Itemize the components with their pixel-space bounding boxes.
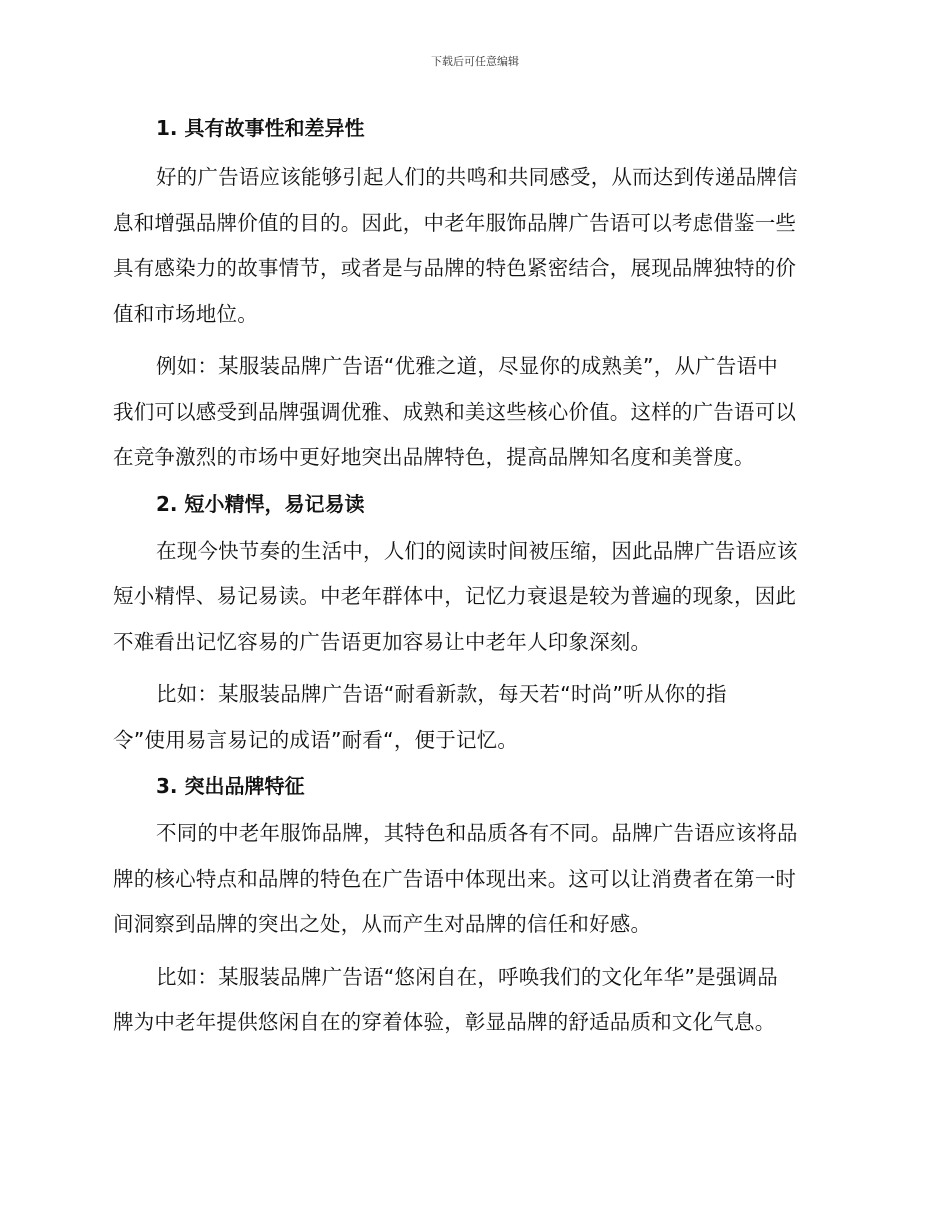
document-body bbox=[113, 112, 833, 1046]
text-line: 间洞察到品牌的突出之处，从而产生对品牌的信任和好感。 bbox=[113, 912, 652, 936]
section-heading-3: 3. 突出品牌特征 bbox=[156, 774, 305, 798]
text-line: 息和增强品牌价值的目的。因此，中老年服饰品牌广告语可以考虑借鉴一些 bbox=[113, 210, 797, 235]
section-3-paragraph-2 bbox=[113, 955, 833, 1046]
section-heading-1: 1. 具有故事性和差异性 bbox=[156, 116, 365, 140]
text-line: 值和市场地位。 bbox=[113, 301, 258, 326]
text-line: 不难看出记忆容易的广告语更加容易让中老年人印象深刻。 bbox=[113, 629, 652, 654]
text-line: 例如：某服装品牌广告语“优雅之道，尽显你的成熟美”，从广告语中 bbox=[156, 354, 778, 378]
text-line: 牌为中老年提供悠闲自在的穿着体验，彰显品牌的舒适品质和文化气息。 bbox=[113, 1010, 776, 1034]
text-line: 我们可以感受到品牌强调优雅、成熟和美这些核心价值。这样的广告语可以 bbox=[113, 399, 797, 424]
text-line: 令”使用易言易记的成语”耐看“，便于记忆。 bbox=[113, 727, 519, 752]
section-1-paragraph-2 bbox=[113, 344, 833, 481]
section-heading-2: 2. 短小精悍，易记易读 bbox=[156, 491, 365, 516]
text-line: 在竞争激烈的市场中更好地突出品牌特色，提高品牌知名度和美誉度。 bbox=[113, 445, 755, 469]
section-3-paragraph-1 bbox=[113, 811, 833, 948]
text-line: 比如：某服装品牌广告语“耐看新款，每天若“时尚”听从你的指 bbox=[156, 682, 727, 706]
text-line: 不同的中老年服饰品牌，其特色和品质各有不同。品牌广告语应该将品 bbox=[156, 821, 798, 845]
section-2-paragraph-1 bbox=[113, 529, 833, 666]
text-line: 具有感染力的故事情节，或者是与品牌的特色紧密结合，展现品牌独特的价 bbox=[113, 256, 797, 280]
text-line: 好的广告语应该能够引起人们的共鸣和共同感受，从而达到传递品牌信 bbox=[156, 165, 798, 189]
section-1-paragraph-1 bbox=[113, 155, 833, 337]
text-line: 短小精悍、易记易读。中老年群体中，记忆力衰退是较为普遍的现象，因此 bbox=[113, 584, 797, 608]
text-line: 牌的核心特点和品牌的特色在广告语中体现出来。这可以让消费者在第一时 bbox=[113, 866, 797, 891]
section-2-paragraph-2 bbox=[113, 672, 833, 763]
page-header-note: 下载后可任意编辑 bbox=[431, 55, 519, 68]
text-line: 比如：某服装品牌广告语“悠闲自在，呼唤我们的文化年华”是强调品 bbox=[156, 964, 778, 989]
text-line: 在现今快节奏的生活中，人们的阅读时间被压缩，因此品牌广告语应该 bbox=[156, 538, 798, 563]
